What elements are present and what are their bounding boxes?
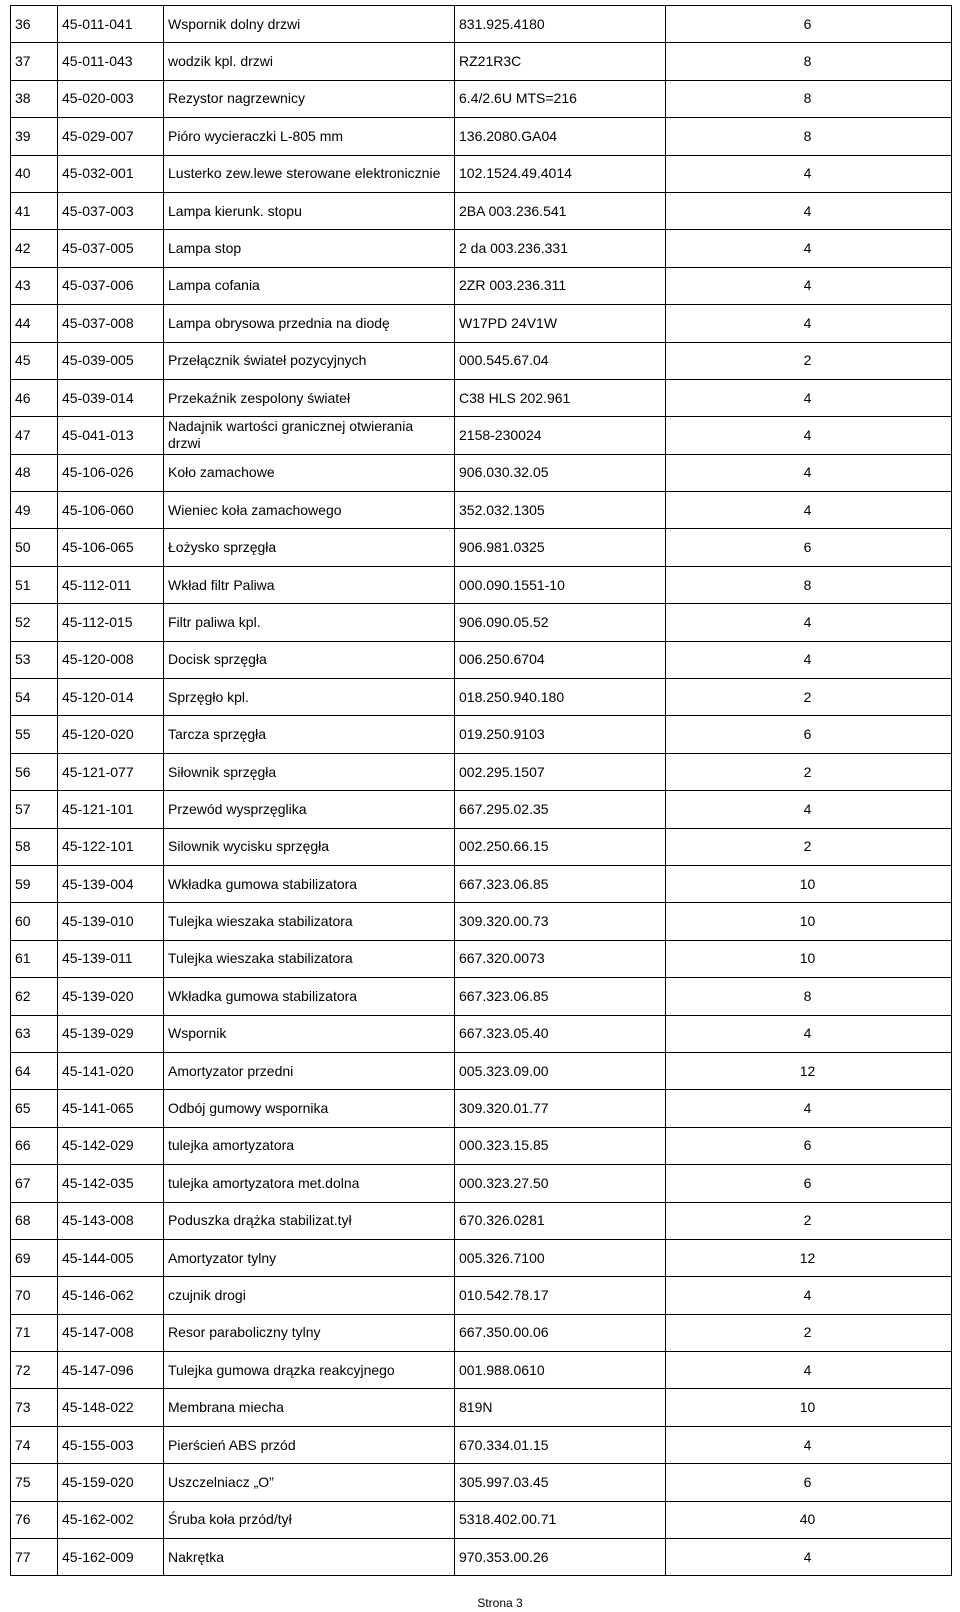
table-row xyxy=(11,267,952,304)
part-name-cell: Tulejka wieszaka stabilizatora xyxy=(164,903,455,940)
quantity-cell: 2 xyxy=(666,1314,952,1351)
table-row xyxy=(11,1539,952,1576)
table-row xyxy=(11,604,952,641)
quantity-cell: 8 xyxy=(666,118,952,155)
part-name-cell: Wkładka gumowa stabilizatora xyxy=(164,978,455,1015)
part-code-cell: 45-029-007 xyxy=(58,118,164,155)
part-name-cell: czujnik drogi xyxy=(164,1277,455,1314)
catalog-number-cell: 309.320.00.73 xyxy=(455,903,666,940)
row-number-cell: 74 xyxy=(11,1426,58,1463)
part-name-cell: Silownik wycisku sprzęgła xyxy=(164,828,455,865)
part-name-cell: Membrana miecha xyxy=(164,1389,455,1426)
row-number-cell: 43 xyxy=(11,267,58,304)
part-name-cell: Przełącznik świateł pozycyjnych xyxy=(164,342,455,379)
table-row xyxy=(11,1501,952,1538)
part-code-cell: 45-147-008 xyxy=(58,1314,164,1351)
quantity-cell: 4 xyxy=(666,454,952,491)
quantity-cell: 4 xyxy=(666,305,952,342)
table-row xyxy=(11,1127,952,1164)
part-code-cell: 45-142-035 xyxy=(58,1165,164,1202)
parts-table-body xyxy=(11,6,952,1576)
row-number-cell: 63 xyxy=(11,1015,58,1052)
part-code-cell: 45-037-003 xyxy=(58,192,164,229)
part-name-cell: Nakrętka xyxy=(164,1539,455,1576)
row-number-cell: 76 xyxy=(11,1501,58,1538)
quantity-cell: 4 xyxy=(666,267,952,304)
catalog-number-cell: 136.2080.GA04 xyxy=(455,118,666,155)
row-number-cell: 50 xyxy=(11,529,58,566)
catalog-number-cell: 667.323.06.85 xyxy=(455,865,666,902)
catalog-number-cell: W17PD 24V1W xyxy=(455,305,666,342)
part-name-cell: Pióro wycieraczki L-805 mm xyxy=(164,118,455,155)
part-code-cell: 45-037-006 xyxy=(58,267,164,304)
row-number-cell: 42 xyxy=(11,230,58,267)
table-row xyxy=(11,1052,952,1089)
catalog-number-cell: 002.295.1507 xyxy=(455,753,666,790)
part-code-cell: 45-141-065 xyxy=(58,1090,164,1127)
row-number-cell: 54 xyxy=(11,679,58,716)
part-code-cell: 45-121-077 xyxy=(58,753,164,790)
table-row xyxy=(11,43,952,80)
part-code-cell: 45-106-065 xyxy=(58,529,164,566)
part-name-cell: Lampa kierunk. stopu xyxy=(164,192,455,229)
quantity-cell: 4 xyxy=(666,1539,952,1576)
part-name-cell: Amortyzator przedni xyxy=(164,1052,455,1089)
catalog-number-cell: 6.4/2.6U MTS=216 xyxy=(455,80,666,117)
table-row xyxy=(11,529,952,566)
part-code-cell: 45-112-011 xyxy=(58,566,164,603)
quantity-cell: 12 xyxy=(666,1052,952,1089)
quantity-cell: 10 xyxy=(666,940,952,977)
quantity-cell: 4 xyxy=(666,1277,952,1314)
part-code-cell: 45-146-062 xyxy=(58,1277,164,1314)
quantity-cell: 6 xyxy=(666,1464,952,1501)
table-row xyxy=(11,417,952,454)
quantity-cell: 10 xyxy=(666,903,952,940)
row-number-cell: 38 xyxy=(11,80,58,117)
row-number-cell: 53 xyxy=(11,641,58,678)
quantity-cell: 6 xyxy=(666,1127,952,1164)
part-code-cell: 45-144-005 xyxy=(58,1239,164,1276)
table-row xyxy=(11,230,952,267)
part-name-cell: Rezystor nagrzewnicy xyxy=(164,80,455,117)
part-name-cell: Tulejka gumowa drązka reakcyjnego xyxy=(164,1352,455,1389)
part-code-cell: 45-121-101 xyxy=(58,791,164,828)
row-number-cell: 52 xyxy=(11,604,58,641)
part-code-cell: 45-037-008 xyxy=(58,305,164,342)
table-row xyxy=(11,1352,952,1389)
part-code-cell: 45-143-008 xyxy=(58,1202,164,1239)
quantity-cell: 4 xyxy=(666,492,952,529)
catalog-number-cell: 102.1524.49.4014 xyxy=(455,155,666,192)
catalog-number-cell: 831.925.4180 xyxy=(455,6,666,43)
part-name-cell: Tulejka wieszaka stabilizatora xyxy=(164,940,455,977)
row-number-cell: 58 xyxy=(11,828,58,865)
part-code-cell: 45-148-022 xyxy=(58,1389,164,1426)
catalog-number-cell: 001.988.0610 xyxy=(455,1352,666,1389)
catalog-number-cell: 670.326.0281 xyxy=(455,1202,666,1239)
part-name-cell: Amortyzator tylny xyxy=(164,1239,455,1276)
row-number-cell: 36 xyxy=(11,6,58,43)
part-name-cell: wodzik kpl. drzwi xyxy=(164,43,455,80)
row-number-cell: 49 xyxy=(11,492,58,529)
part-code-cell: 45-039-005 xyxy=(58,342,164,379)
quantity-cell: 4 xyxy=(666,192,952,229)
quantity-cell: 8 xyxy=(666,566,952,603)
row-number-cell: 55 xyxy=(11,716,58,753)
quantity-cell: 4 xyxy=(666,379,952,416)
row-number-cell: 64 xyxy=(11,1052,58,1089)
part-name-cell: Wkład filtr Paliwa xyxy=(164,566,455,603)
part-name-cell: Koło zamachowe xyxy=(164,454,455,491)
row-number-cell: 59 xyxy=(11,865,58,902)
table-row xyxy=(11,791,952,828)
row-number-cell: 65 xyxy=(11,1090,58,1127)
part-name-cell: Odbój gumowy wspornika xyxy=(164,1090,455,1127)
table-row xyxy=(11,155,952,192)
part-code-cell: 45-041-013 xyxy=(58,417,164,454)
quantity-cell: 8 xyxy=(666,43,952,80)
catalog-number-cell: 000.545.67.04 xyxy=(455,342,666,379)
table-row xyxy=(11,118,952,155)
quantity-cell: 8 xyxy=(666,80,952,117)
catalog-number-cell: 670.334.01.15 xyxy=(455,1426,666,1463)
quantity-cell: 2 xyxy=(666,753,952,790)
catalog-number-cell: 005.326.7100 xyxy=(455,1239,666,1276)
quantity-cell: 6 xyxy=(666,1165,952,1202)
row-number-cell: 39 xyxy=(11,118,58,155)
part-name-cell: Wieniec koła zamachowego xyxy=(164,492,455,529)
part-code-cell: 45-147-096 xyxy=(58,1352,164,1389)
part-code-cell: 45-120-008 xyxy=(58,641,164,678)
part-name-cell: Wkładka gumowa stabilizatora xyxy=(164,865,455,902)
row-number-cell: 47 xyxy=(11,417,58,454)
part-name-cell: Poduszka drążka stabilizat.tył xyxy=(164,1202,455,1239)
part-name-cell: Śruba koła przód/tył xyxy=(164,1501,455,1538)
part-name-cell: Lampa cofania xyxy=(164,267,455,304)
table-row xyxy=(11,978,952,1015)
part-name-cell: Pierścień ABS przód xyxy=(164,1426,455,1463)
catalog-number-cell: 906.090.05.52 xyxy=(455,604,666,641)
part-code-cell: 45-155-003 xyxy=(58,1426,164,1463)
part-name-cell: tulejka amortyzatora met.dolna xyxy=(164,1165,455,1202)
part-name-cell: Resor paraboliczny tylny xyxy=(164,1314,455,1351)
part-name-cell: Przekaźnik zespolony świateł xyxy=(164,379,455,416)
quantity-cell: 4 xyxy=(666,604,952,641)
part-code-cell: 45-037-005 xyxy=(58,230,164,267)
part-code-cell: 45-139-011 xyxy=(58,940,164,977)
quantity-cell: 4 xyxy=(666,1015,952,1052)
catalog-number-cell: 2BA 003.236.541 xyxy=(455,192,666,229)
catalog-number-cell: 970.353.00.26 xyxy=(455,1539,666,1576)
quantity-cell: 4 xyxy=(666,1090,952,1127)
quantity-cell: 40 xyxy=(666,1501,952,1538)
quantity-cell: 8 xyxy=(666,978,952,1015)
catalog-number-cell: 000.090.1551-10 xyxy=(455,566,666,603)
catalog-number-cell: 000.323.15.85 xyxy=(455,1127,666,1164)
row-number-cell: 71 xyxy=(11,1314,58,1351)
row-number-cell: 75 xyxy=(11,1464,58,1501)
part-name-cell: Lampa stop xyxy=(164,230,455,267)
row-number-cell: 41 xyxy=(11,192,58,229)
table-row xyxy=(11,865,952,902)
catalog-number-cell: 5318.402.00.71 xyxy=(455,1501,666,1538)
part-name-cell: Sprzęgło kpl. xyxy=(164,679,455,716)
table-row xyxy=(11,1464,952,1501)
part-name-cell: Tarcza sprzęgła xyxy=(164,716,455,753)
row-number-cell: 77 xyxy=(11,1539,58,1576)
row-number-cell: 73 xyxy=(11,1389,58,1426)
part-code-cell: 45-139-010 xyxy=(58,903,164,940)
row-number-cell: 37 xyxy=(11,43,58,80)
row-number-cell: 44 xyxy=(11,305,58,342)
part-name-cell: Docisk sprzęgła xyxy=(164,641,455,678)
part-code-cell: 45-122-101 xyxy=(58,828,164,865)
catalog-number-cell: 667.350.00.06 xyxy=(455,1314,666,1351)
part-code-cell: 45-020-003 xyxy=(58,80,164,117)
table-row xyxy=(11,1389,952,1426)
catalog-number-cell: 018.250.940.180 xyxy=(455,679,666,716)
catalog-number-cell: 667.323.06.85 xyxy=(455,978,666,1015)
table-row xyxy=(11,192,952,229)
part-name-cell: tulejka amortyzatora xyxy=(164,1127,455,1164)
row-number-cell: 70 xyxy=(11,1277,58,1314)
quantity-cell: 10 xyxy=(666,865,952,902)
quantity-cell: 6 xyxy=(666,6,952,43)
quantity-cell: 10 xyxy=(666,1389,952,1426)
catalog-number-cell: 000.323.27.50 xyxy=(455,1165,666,1202)
page-number: Strona 3 xyxy=(477,1596,523,1610)
row-number-cell: 46 xyxy=(11,379,58,416)
row-number-cell: 57 xyxy=(11,791,58,828)
part-code-cell: 45-162-002 xyxy=(58,1501,164,1538)
catalog-number-cell: RZ21R3C xyxy=(455,43,666,80)
catalog-number-cell: 667.323.05.40 xyxy=(455,1015,666,1052)
part-code-cell: 45-159-020 xyxy=(58,1464,164,1501)
part-name-cell: Lusterko zew.lewe sterowane elektronicznie xyxy=(164,155,455,192)
part-code-cell: 45-142-029 xyxy=(58,1127,164,1164)
quantity-cell: 4 xyxy=(666,1426,952,1463)
part-name-cell: Filtr paliwa kpl. xyxy=(164,604,455,641)
part-code-cell: 45-141-020 xyxy=(58,1052,164,1089)
part-code-cell: 45-011-043 xyxy=(58,43,164,80)
part-name-cell: Wspornik dolny drzwi xyxy=(164,6,455,43)
table-row xyxy=(11,716,952,753)
catalog-number-cell: 309.320.01.77 xyxy=(455,1090,666,1127)
catalog-number-cell: 2 da 003.236.331 xyxy=(455,230,666,267)
table-row xyxy=(11,1239,952,1276)
part-code-cell: 45-120-014 xyxy=(58,679,164,716)
row-number-cell: 48 xyxy=(11,454,58,491)
part-name-cell: Nadajnik wartości granicznej otwierania drzwi xyxy=(164,417,455,454)
part-name-cell: Siłownik sprzęgła xyxy=(164,753,455,790)
part-code-cell: 45-032-001 xyxy=(58,155,164,192)
catalog-number-cell: 906.981.0325 xyxy=(455,529,666,566)
row-number-cell: 66 xyxy=(11,1127,58,1164)
quantity-cell: 2 xyxy=(666,679,952,716)
table-row xyxy=(11,1202,952,1239)
row-number-cell: 51 xyxy=(11,566,58,603)
catalog-number-cell: 2ZR 003.236.311 xyxy=(455,267,666,304)
row-number-cell: 45 xyxy=(11,342,58,379)
parts-table xyxy=(10,5,952,1576)
quantity-cell: 4 xyxy=(666,791,952,828)
part-code-cell: 45-139-004 xyxy=(58,865,164,902)
row-number-cell: 40 xyxy=(11,155,58,192)
part-code-cell: 45-139-029 xyxy=(58,1015,164,1052)
part-name-cell: Uszczelniacz „O” xyxy=(164,1464,455,1501)
table-row xyxy=(11,379,952,416)
part-name-cell: Wspornik xyxy=(164,1015,455,1052)
quantity-cell: 4 xyxy=(666,230,952,267)
table-row xyxy=(11,1090,952,1127)
table-row xyxy=(11,454,952,491)
catalog-number-cell: 352.032.1305 xyxy=(455,492,666,529)
quantity-cell: 4 xyxy=(666,641,952,678)
part-code-cell: 45-139-020 xyxy=(58,978,164,1015)
table-row xyxy=(11,1015,952,1052)
quantity-cell: 2 xyxy=(666,1202,952,1239)
catalog-number-cell: 906.030.32.05 xyxy=(455,454,666,491)
part-code-cell: 45-011-041 xyxy=(58,6,164,43)
row-number-cell: 72 xyxy=(11,1352,58,1389)
table-row xyxy=(11,305,952,342)
quantity-cell: 6 xyxy=(666,529,952,566)
quantity-cell: 2 xyxy=(666,342,952,379)
part-code-cell: 45-120-020 xyxy=(58,716,164,753)
row-number-cell: 60 xyxy=(11,903,58,940)
row-number-cell: 56 xyxy=(11,753,58,790)
part-code-cell: 45-162-009 xyxy=(58,1539,164,1576)
part-name-cell: Przewód wysprzęglika xyxy=(164,791,455,828)
table-row xyxy=(11,903,952,940)
catalog-number-cell: 002.250.66.15 xyxy=(455,828,666,865)
catalog-number-cell: 667.295.02.35 xyxy=(455,791,666,828)
table-row xyxy=(11,679,952,716)
catalog-number-cell: 019.250.9103 xyxy=(455,716,666,753)
catalog-number-cell: 305.997.03.45 xyxy=(455,1464,666,1501)
table-row xyxy=(11,1165,952,1202)
quantity-cell: 6 xyxy=(666,716,952,753)
quantity-cell: 2 xyxy=(666,828,952,865)
table-row xyxy=(11,940,952,977)
row-number-cell: 67 xyxy=(11,1165,58,1202)
catalog-number-cell: 819N xyxy=(455,1389,666,1426)
table-row xyxy=(11,6,952,43)
catalog-number-cell: 667.320.0073 xyxy=(455,940,666,977)
part-code-cell: 45-106-060 xyxy=(58,492,164,529)
catalog-number-cell: 005.323.09.00 xyxy=(455,1052,666,1089)
row-number-cell: 62 xyxy=(11,978,58,1015)
table-row xyxy=(11,828,952,865)
table-row xyxy=(11,641,952,678)
row-number-cell: 68 xyxy=(11,1202,58,1239)
table-row xyxy=(11,80,952,117)
table-row xyxy=(11,1314,952,1351)
part-code-cell: 45-106-026 xyxy=(58,454,164,491)
table-row xyxy=(11,566,952,603)
part-name-cell: Łożysko sprzęgła xyxy=(164,529,455,566)
table-row xyxy=(11,1277,952,1314)
catalog-number-cell: 2158-230024 xyxy=(455,417,666,454)
part-code-cell: 45-112-015 xyxy=(58,604,164,641)
catalog-number-cell: 006.250.6704 xyxy=(455,641,666,678)
part-code-cell: 45-039-014 xyxy=(58,379,164,416)
quantity-cell: 4 xyxy=(666,1352,952,1389)
table-row xyxy=(11,492,952,529)
quantity-cell: 4 xyxy=(666,417,952,454)
quantity-cell: 12 xyxy=(666,1239,952,1276)
catalog-number-cell: 010.542.78.17 xyxy=(455,1277,666,1314)
table-row xyxy=(11,753,952,790)
part-name-cell: Lampa obrysowa przednia na diodę xyxy=(164,305,455,342)
catalog-number-cell: C38 HLS 202.961 xyxy=(455,379,666,416)
row-number-cell: 69 xyxy=(11,1239,58,1276)
table-row xyxy=(11,342,952,379)
row-number-cell: 61 xyxy=(11,940,58,977)
table-row xyxy=(11,1426,952,1463)
quantity-cell: 4 xyxy=(666,155,952,192)
